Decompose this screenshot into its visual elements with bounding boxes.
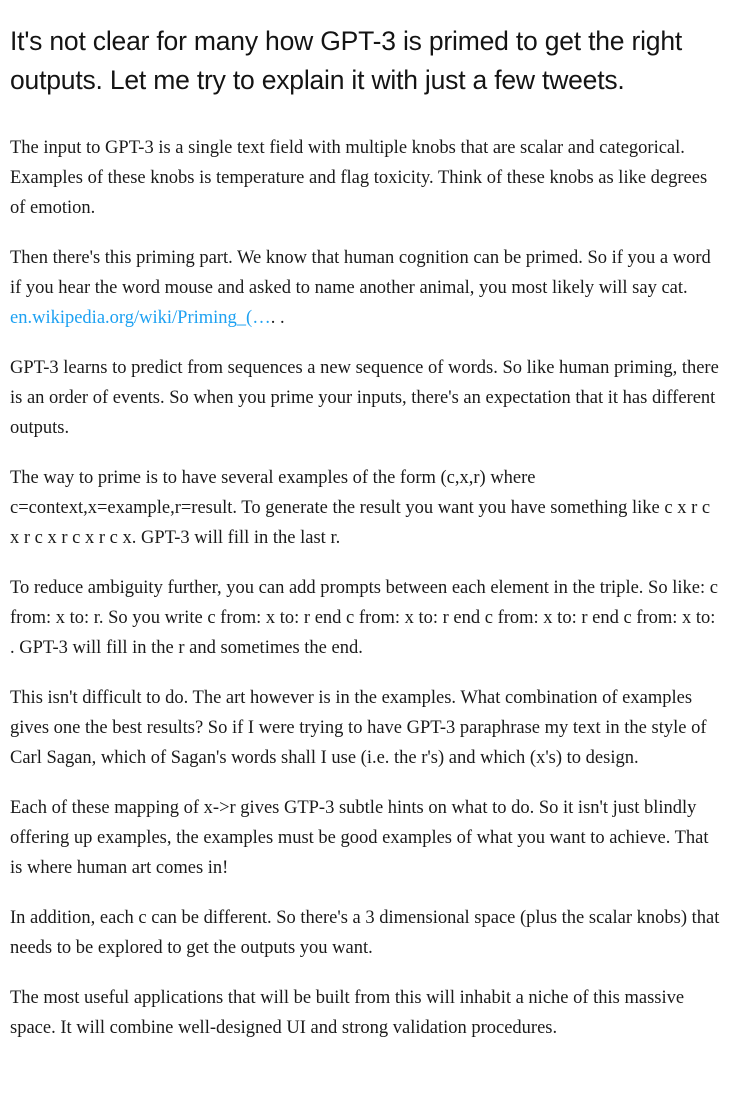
paragraph-5 xyxy=(10,573,722,663)
priming-wikipedia-link[interactable]: en.wikipedia.org/wiki/Priming_(… xyxy=(10,308,271,328)
paragraph-7-text: Each of these mapping of x->r gives GTP-3 subtle hints on what to do. So it isn't just blindly offering up examples, the examples must be good examples of what you want to achieve. That is where human art comes in! xyxy=(10,798,709,878)
paragraph-6 xyxy=(10,683,722,773)
paragraph-8-text: In addition, each c can be different. So there's a 3 dimensional space (plus the scalar knobs) that needs to be explored to get the outputs you want. xyxy=(10,908,720,958)
paragraph-3-text: GPT-3 learns to predict from sequences a new sequence of words. So like human priming, there is an order of events. So when you prime your inputs, there's an expectation that it has different outputs. xyxy=(10,358,719,438)
paragraph-1 xyxy=(10,133,722,223)
paragraph-3 xyxy=(10,353,722,443)
paragraph-2 xyxy=(10,243,722,333)
paragraph-5-text: To reduce ambiguity further, you can add prompts between each element in the triple. So like: c from: x to: r. So you write c from: x to: r end c from: x to: r end c from: x to: r end c from: x to: . GPT-3 will fill in the r and sometimes the end. xyxy=(10,578,718,658)
paragraph-9 xyxy=(10,983,722,1043)
paragraph-9-text: The most useful applications that will be built from this will inhabit a niche of this massive space. It will combine well-designed UI and strong validation procedures. xyxy=(10,988,685,1038)
thread-title: It's not clear for many how GPT-3 is primed to get the right outputs. Let me try to explain it with just a few tweets. xyxy=(10,26,683,95)
paragraph-4 xyxy=(10,463,722,553)
paragraph-2-suffix: . . xyxy=(270,308,285,328)
paragraph-4-text: The way to prime is to have several examples of the form (c,x,r) where c=context,x=example,r=result. To generate the result you want you have something like c x r c x r c x r c x r c x. GPT-3 will fill in the last r. xyxy=(10,468,711,548)
paragraph-7 xyxy=(10,793,722,883)
thread-article xyxy=(10,22,722,1063)
paragraph-6-text: This isn't difficult to do. The art however is in the examples. What combination of examples gives one the best results? So if I were trying to have GPT-3 paraphrase my text in the style of Carl Sagan, which of Sagan's words shall I use (i.e. the r's) and which (x's) to design. xyxy=(10,688,707,768)
paragraph-8 xyxy=(10,903,722,963)
paragraph-1-text: The input to GPT-3 is a single text field with multiple knobs that are scalar and categorical. Examples of these knobs is temperature and flag toxicity. Think of these knobs as like degrees of emotion. xyxy=(10,138,708,218)
paragraph-2-text: Then there's this priming part. We know that human cognition can be primed. So if you a word if you hear the word mouse and asked to name another animal, you most likely will say cat. xyxy=(10,248,711,298)
